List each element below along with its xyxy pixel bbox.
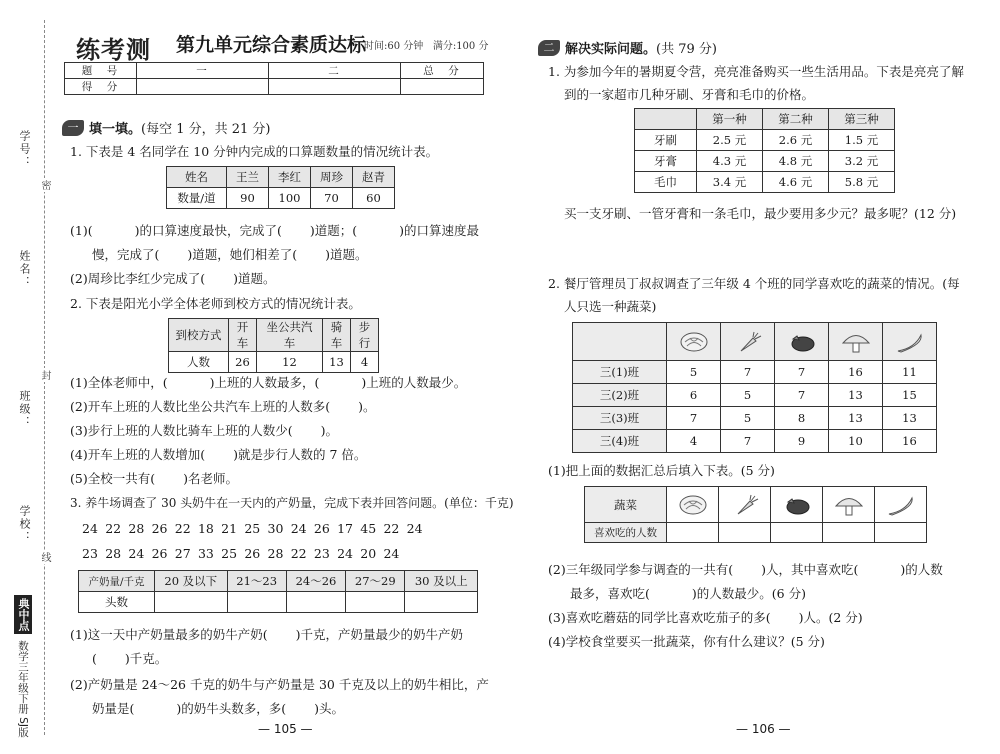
school-label: 学校： [18,505,31,544]
section-note: (每空 1 分，共 21 分) [141,122,271,137]
table-corner-cell [573,323,667,361]
q1-part1-line2 [92,247,368,262]
milk-value: 22 [105,521,122,536]
table-cell: 13 [323,352,351,373]
milk-value: 45 [360,521,377,536]
mushroom-icon [839,330,873,354]
milk-value: 24 [290,521,307,536]
table-cell: 赵青 [353,167,395,188]
table-cell: 26 [229,352,257,373]
milk-value: 25 [221,546,238,561]
page-number: — 105 — [258,722,313,736]
pepper-icon [893,330,927,354]
vegetable-survey-table [572,322,937,453]
table-cell: 60 [353,188,395,209]
cabbage-icon [677,330,711,354]
page-106 [536,0,976,754]
table-cell: 王兰 [227,167,269,188]
veg-sum-mushroom [823,487,875,523]
table-cell: 6 [667,384,721,407]
student-name-label: 姓名： [18,250,31,289]
q3-table [78,570,478,613]
section-title: 解决实际问题。 [565,42,657,57]
text: )千克，产奶量最少的奶牛产奶 [295,627,463,642]
table-cell: 7 [775,384,829,407]
milk-value: 26 [151,521,168,536]
score-header-cell: 总 分 [401,63,484,79]
milk-value: 28 [128,521,145,536]
text: )的人数 [900,562,943,577]
text: )的人数最少。(6 分) [691,586,806,601]
score-header-cell: 二 [269,63,401,79]
table-cell: 骑车 [323,319,351,352]
mushroom-icon [832,493,866,517]
q3-part1-line1 [70,627,463,642]
r-q2-part2-line2 [570,586,806,601]
price-table [634,108,895,193]
table-cell [635,109,697,130]
table-cell: 7 [721,361,775,384]
table-cell: 4 [667,430,721,453]
veg-header-cabbage [667,323,721,361]
brand-text: 数学三年级下册 SJ版 [17,640,29,738]
student-number-label: 学号： [18,130,31,169]
milk-data-row-2 [82,546,407,561]
text: (1)这一天中产奶量最多的奶牛产奶( [70,627,268,642]
table-cell: 13 [829,407,883,430]
table-row-label: 三(4)班 [573,430,667,453]
table-cell: 5 [721,384,775,407]
table-row-label: 三(2)班 [573,384,667,407]
veg-sum-eggplant [771,487,823,523]
q1-stem: 1. 下表是 4 名同学在 10 分钟内完成的口算题数量的情况统计表。 [70,144,439,159]
brand-logo: 典中点 [14,595,32,634]
q3-part2-line2 [92,701,344,716]
veg-header-eggplant [775,323,829,361]
table-cell: 30 及以上 [405,571,478,592]
table-row-label: 毛巾 [635,172,697,193]
eggplant-icon [785,330,819,354]
section-title: 填一填。 [89,122,142,137]
text: )头。 [314,701,345,716]
table-cell: 70 [311,188,353,209]
milk-value: 22 [174,521,191,536]
veg-header-carrot [721,323,775,361]
table-cell: 5 [721,407,775,430]
milk-value: 28 [267,546,284,561]
pepper-icon [884,493,918,517]
r-q1-stem-2: 到的一家超市几种牙刷、牙膏和毛巾的价格。 [564,87,815,102]
q2-table [168,318,379,373]
table-cell: 产奶量/千克 [79,571,155,592]
text: )道题；( [309,223,358,238]
score-input-cell[interactable] [137,79,269,95]
cabbage-icon [676,493,710,517]
table-cell: 10 [829,430,883,453]
table-cell: 周珍 [311,167,353,188]
table-cell: 姓名 [167,167,227,188]
binding-margin [0,0,52,754]
veg-sum-carrot [719,487,771,523]
section-1-heading [62,118,271,137]
section-badge: 一 [62,120,84,136]
vegetable-summary-table [584,486,927,543]
table-cell: 27～29 [346,571,405,592]
table-cell: 5 [667,361,721,384]
text: )上班的人数最少。 [361,375,467,390]
text: (2)开车上班的人数比坐公共汽车上班的人数多( [70,399,331,414]
table-cell: 3.2 元 [829,151,895,172]
seal-mark-xian: 线 [39,552,50,562]
exam-meta [364,37,488,52]
milk-value: 24 [406,521,423,536]
score-input-cell[interactable] [401,79,484,95]
table-cell: 21～23 [227,571,286,592]
r-q2-part1: (1)把上面的数据汇总后填入下表。(5 分) [548,463,775,478]
table-cell: 15 [883,384,937,407]
table-cell: 到校方式 [169,319,229,352]
page-number: — 106 — [736,722,791,736]
r-q2-part2-line1 [548,562,943,577]
answer-cell[interactable] [667,523,719,543]
text: (4)开车上班的人数增加( [70,447,206,462]
answer-cell[interactable] [771,523,823,543]
table-cell: 20 及以下 [155,571,228,592]
table-cell: 7 [667,407,721,430]
text: )道题。 [325,247,368,262]
table-cell: 11 [883,361,937,384]
r-q2-stem-1: 2. 餐厅管理员丁叔叔调查了三年级 4 个班的同学喜欢吃的蔬菜的情况。(每 [548,276,960,291]
q2-stem: 2. 下表是阳光小学全体老师到校方式的情况统计表。 [70,296,361,311]
milk-value: 20 [360,546,377,561]
score-row-label: 得 分 [65,79,137,95]
carrot-icon [731,330,765,354]
table-cell: 2.6 元 [763,130,829,151]
milk-value: 24 [337,546,353,561]
table-cell: 开车 [229,319,257,352]
score-input-cell[interactable] [269,79,401,95]
score-table [64,62,484,95]
table-row-label: 三(1)班 [573,361,667,384]
q2-part1 [70,375,466,390]
table-cell: 4 [351,352,379,373]
text: )道题，她们相差了( [187,247,298,262]
class-label: 班级： [18,390,31,429]
text: )上班的人数最多，( [209,375,320,390]
text: 奶量是( [92,701,135,716]
q1-table [166,166,395,209]
q2-part5 [70,471,238,486]
text: (1)全体老师中，( [70,375,168,390]
table-cell: 90 [227,188,269,209]
table-cell: 16 [883,430,937,453]
table-cell: 5.8 元 [829,172,895,193]
answer-cell[interactable] [227,592,286,613]
section-2-heading [538,38,717,57]
r-q2-part4: (4)学校食堂要买一批蔬菜，你有什么建议？(5 分) [548,634,825,649]
table-cell: 7 [775,361,829,384]
q2-part4 [70,447,366,462]
table-cell: 12 [257,352,323,373]
r-q2-stem-2: 人只选一种蔬菜) [564,299,657,314]
text: (3)喜欢吃蘑菇的同学比喜欢吃茄子的多( [548,610,771,625]
milk-value: 26 [151,546,168,561]
text: (2)周珍比李红少完成了( [70,271,206,286]
text: (5)全校一共有( [70,471,156,486]
table-row-label: 三(3)班 [573,407,667,430]
milk-value: 30 [267,521,284,536]
q1-part1-line1 [70,223,479,238]
milk-value: 27 [174,546,191,561]
table-cell: 李红 [269,167,311,188]
text: )名老师。 [183,471,238,486]
seal-mark-feng: 封 [39,370,50,380]
seal-mark-mi: 密 [39,180,50,190]
milk-value: 26 [244,546,261,561]
brand-strip [14,595,32,737]
answer-cell[interactable] [286,592,345,613]
table-cell: 第一种 [697,109,763,130]
text: )的奶牛头数多，多( [176,701,287,716]
answer-cell[interactable] [875,523,927,543]
table-row-label: 人数 [169,352,229,373]
milk-value: 22 [290,546,307,561]
answer-cell[interactable] [405,592,478,613]
table-row-label: 数量/道 [167,188,227,209]
section-note: (共 79 分) [656,42,717,57]
text: )千克。 [124,651,168,666]
score-header-cell: 题 号 [65,63,137,79]
table-cell: 第三种 [829,109,895,130]
table-cell: 16 [829,361,883,384]
text: )。 [320,423,338,438]
text: )就是步行人数的 7 倍。 [233,447,367,462]
table-row-label: 头数 [79,592,155,613]
text: )道题。 [233,271,276,286]
text: 慢，完成了( [92,247,160,262]
veg-sum-cabbage [667,487,719,523]
table-cell: 100 [269,188,311,209]
table-cell: 1.5 元 [829,130,895,151]
table-cell: 8 [775,407,829,430]
table-row-label: 牙刷 [635,130,697,151]
table-cell: 3.4 元 [697,172,763,193]
table-cell: 13 [883,407,937,430]
veg-header-pepper [883,323,937,361]
milk-data-row-1 [82,521,430,536]
text: ( [92,651,97,666]
table-row-label: 牙膏 [635,151,697,172]
table-cell: 4.8 元 [763,151,829,172]
text: (1)( [70,223,93,238]
score-header-cell: 一 [137,63,269,79]
milk-value: 21 [221,521,238,536]
milk-value: 18 [197,521,214,536]
q1-part2 [70,271,275,286]
text: (2)三年级同学参与调查的一共有( [548,562,734,577]
milk-value: 33 [197,546,214,561]
q3-part1-line2 [92,651,167,666]
exam-full-score: 满分:100 分 [432,41,489,52]
answer-cell[interactable] [155,592,228,613]
eggplant-icon [780,493,814,517]
q2-part2 [70,399,375,414]
r-q1-question: 买一支牙刷、一管牙膏和一条毛巾，最少要用多少元？最多呢？(12 分) [564,206,957,221]
table-cell: 4.6 元 [763,172,829,193]
table-cell: 步行 [351,319,379,352]
text: )。 [358,399,376,414]
page-105 [58,0,514,754]
milk-value: 22 [383,521,400,536]
milk-value: 26 [313,521,330,536]
text: (3)步行上班的人数比骑车上班的人数少( [70,423,293,438]
q3-part2-line1: (2)产奶量是 24～26 千克的奶牛与产奶量是 30 千克及以上的奶牛相比，产 [70,677,489,692]
table-cell: 2.5 元 [697,130,763,151]
table-cell: 第二种 [763,109,829,130]
table-cell: 4.3 元 [697,151,763,172]
milk-value: 24 [128,546,145,561]
milk-value: 17 [337,521,353,536]
answer-cell[interactable] [823,523,875,543]
text: )人，其中喜欢吃( [761,562,859,577]
milk-value: 28 [105,546,122,561]
q2-part3 [70,423,338,438]
q3-stem: 3. 养牛场调查了 30 头奶牛在一天内的产奶量，完成下表并回答问题。(单位：千克) [70,496,514,510]
milk-value: 25 [244,521,261,536]
veg-sum-pepper [875,487,927,523]
table-cell: 9 [775,430,829,453]
answer-cell[interactable] [346,592,405,613]
text: )的口算速度最 [399,223,480,238]
text: )人。(2 分) [798,610,863,625]
table-row-label: 蔬菜 [585,487,667,523]
exam-time: 时间:60 分钟 [364,41,424,52]
answer-cell[interactable] [719,523,771,543]
milk-value: 23 [82,546,98,561]
r-q1-stem-1: 1. 为参加今年的暑期夏令营，亮亮准备购买一些生活用品。下表是亮亮了解 [548,64,964,79]
table-row-label: 喜欢吃的人数 [585,523,667,543]
table-cell: 24～26 [286,571,345,592]
unit-title: 第九单元综合素质达标 [176,34,367,56]
table-cell: 7 [721,430,775,453]
section-badge: 二 [538,40,560,56]
milk-value: 24 [82,521,98,536]
milk-value: 23 [313,546,330,561]
table-cell: 13 [829,384,883,407]
r-q2-part3 [548,610,863,625]
carrot-icon [728,493,762,517]
veg-header-mushroom [829,323,883,361]
series-logo: 练考测 [76,36,151,64]
table-cell: 坐公共汽车 [257,319,323,352]
milk-value: 24 [383,546,400,561]
text: )的口算速度最快，完成了( [134,223,282,238]
text: 最多，喜欢吃( [570,586,650,601]
